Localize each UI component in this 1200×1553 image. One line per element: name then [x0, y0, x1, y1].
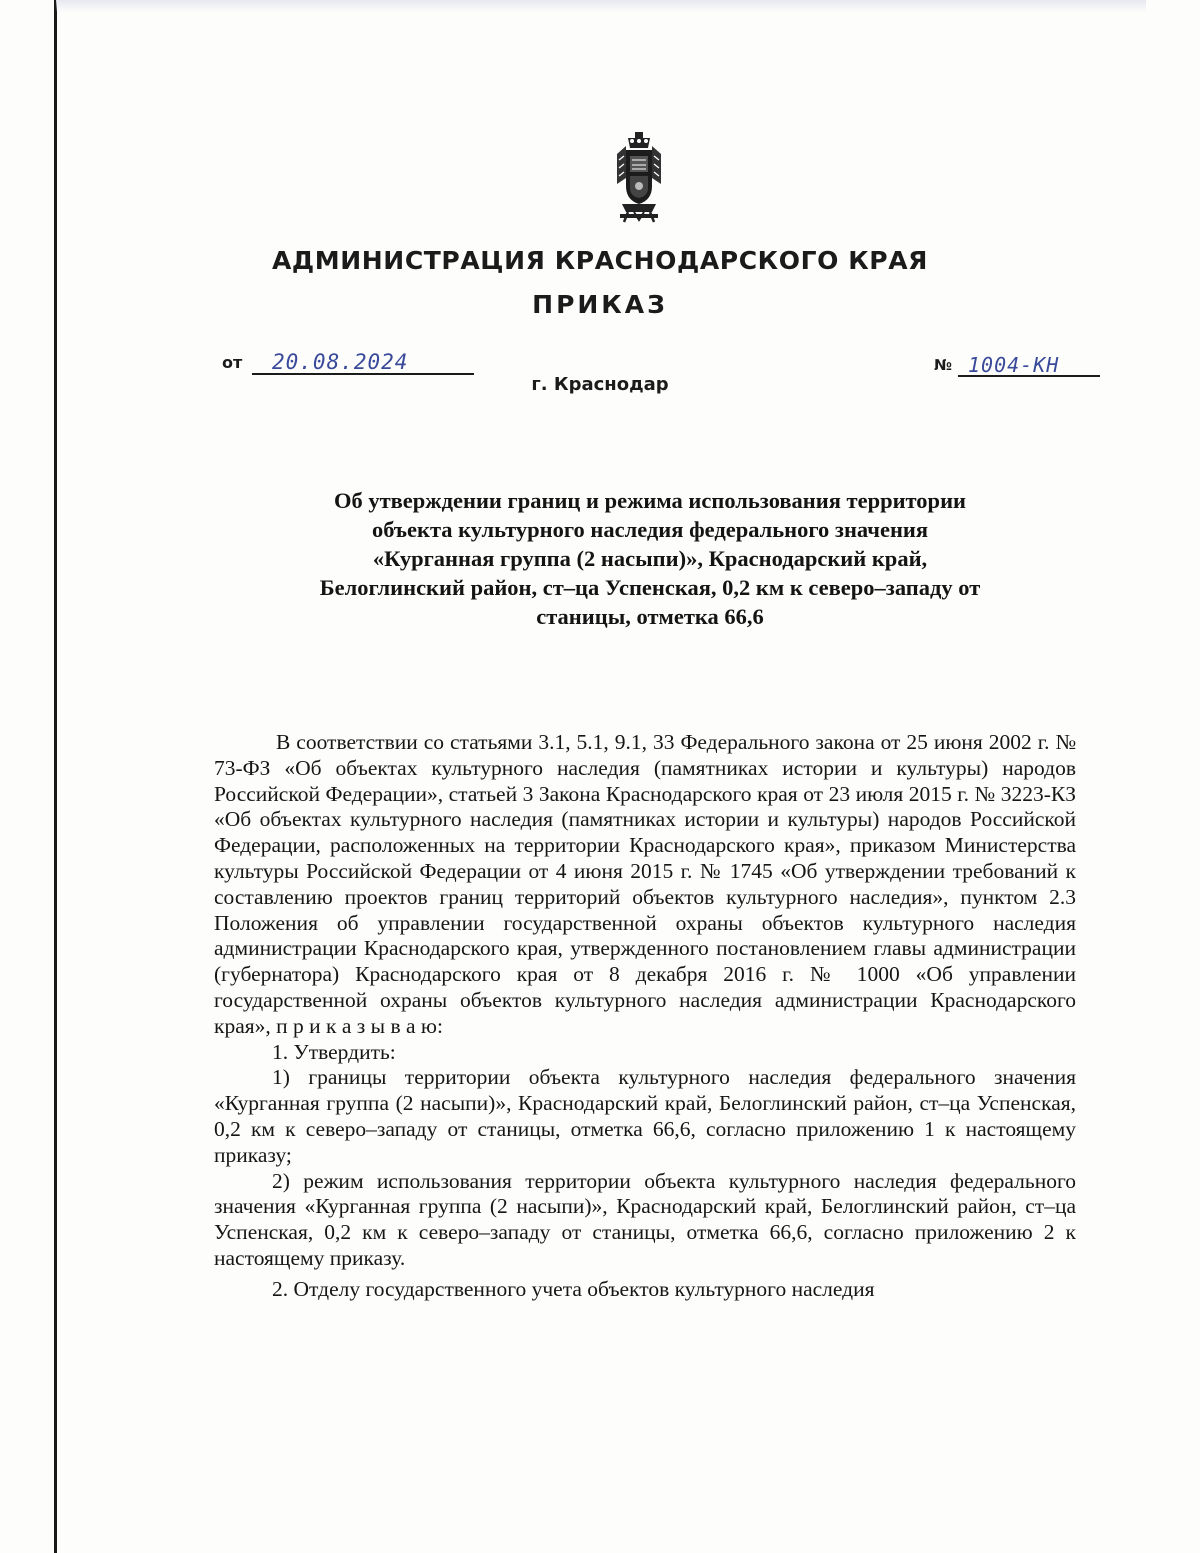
- item-1-2: 2) режим использования территории объекта культурного наследия федерального значения «Курганная группа (2 насыпи)», Краснодарский край, Белоглинский район, ст–ца Успенская, 0,2 км к северо–западу от станицы, отметка 66,6, согласно приложению 2 к настоящему приказу.: [214, 1168, 1076, 1270]
- scan-edge-left: [54, 0, 57, 1553]
- item-1-1: 1) границы территории объекта культурного наследия федерального значения «Курганная группа (2 насыпи)», Краснодарский край, Белоглинский район, ст–ца Успенская, 0,2 км к северо–западу от станицы, отметка 66,6, согласно приложению 1 к настоящему приказу;: [214, 1065, 1076, 1167]
- document-title: [250, 486, 1050, 631]
- title-line: Об утверждении границ и режима использования территории: [333, 488, 967, 513]
- item-2: 2. Отделу государственного учета объектов культурного наследия: [272, 1276, 875, 1301]
- item-1: 1. Утвердить:: [272, 1039, 396, 1064]
- coat-of-arms-icon: [612, 132, 666, 224]
- organization-name: АДМИНИСТРАЦИЯ КРАСНОДАРСКОГО КРАЯ: [271, 246, 929, 275]
- number-value: 1004-КН: [968, 353, 1060, 377]
- scan-edge-top: [56, 0, 1146, 12]
- preamble-paragraph: В соответствии со статьями 3.1, 5.1, 9.1, 33 Федерального закона от 25 июня 2002 г. № 73-ФЗ «Об объектах культурного наследия (памятниках истории и культуры) народов Российской Федерации», статьей 3 Закона Краснодарского края от 23 июля 2015 г. № 3223-КЗ «Об объектах культурного наследия (памятниках истории и культуры) народов Российской Федерации, расположенных на территории Краснодарского края», приказом Министерства культуры Российской Федерации от 4 июня 2015 г. № 1745 «Об утверждении требований к составлению проектов границ территорий объектов культурного наследия», пунктом 2.3 Положения об управлении государственной охраны объектов культурного наследия администрации Краснодарского края, утвержденного постановлением главы администрации (губернатора) Краснодарского края от 8 декабря 2016 г. № 1000 «Об управлении государственной охраны объектов культурного наследия администрации Краснодарского края», п р и к а з ы в а ю:: [214, 730, 1076, 1038]
- date-value: 20.08.2024: [272, 350, 409, 374]
- document-type: ПРИКАЗ: [532, 290, 668, 319]
- title-line: объекта культурного наследия федерального значения: [371, 517, 929, 542]
- document-body: [214, 730, 1076, 1303]
- city: г. Краснодар: [531, 374, 669, 395]
- number-label: №: [934, 356, 953, 374]
- title-line: «Курганная группа (2 насыпи)», Краснодарский край,: [372, 546, 928, 571]
- title-line: Белоглинский район, ст–ца Успенская, 0,2 км к северо–западу от: [319, 575, 981, 600]
- date-label: от: [222, 353, 243, 372]
- title-line: станицы, отметка 66,6: [536, 604, 764, 629]
